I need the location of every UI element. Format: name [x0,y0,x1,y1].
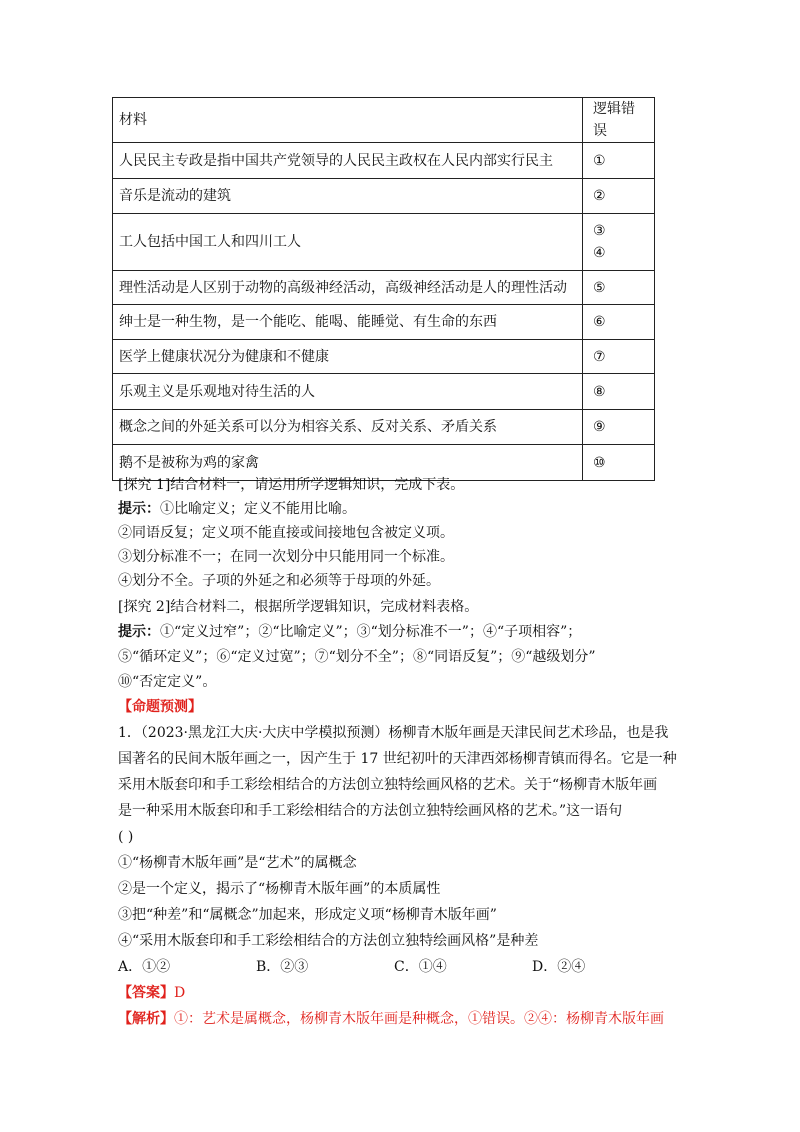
explore-1-hint-line: ②同语反复；定义项不能直接或间接地包含被定义项。 [118,525,454,541]
analysis-line [118,1008,688,1034]
analysis-label: 【解析】 [118,1011,174,1027]
question-line: 1．（2023·黑龙江大庆·大庆中学模拟预测）杨柳青木版年画是天津民间艺术珍品，也是我 [118,725,669,741]
hint-label: 提示： [118,624,160,640]
row-error: ⑦ [583,340,655,374]
explore-1-hint-line: ④划分不全。子项的外延之和必须等于母项的外延。 [118,573,440,589]
row-material: 绅士是一种生物，是一个能吃、能喝、能睡觉、有生命的东西 [113,305,583,340]
option-d: D．②④ [532,959,586,975]
analysis-text: ①：艺术是属概念，杨柳青木版年画是种概念，①错误。②④：杨柳青木版年画 [174,1011,664,1027]
row-error-line: ④ [593,245,606,261]
prediction-section [118,696,688,1034]
explore-2-hint-line: ⑤“循环定义”；⑥“定义过宽”；⑦“划分不全”；⑧“同语反复”；⑨“越级划分” [118,649,596,665]
row-material: 鹅不是被称为鸡的家禽 [113,445,583,481]
hint-label: 提示： [118,501,160,517]
question-line: 是一种采用木版套印和手工彩绘相结合的方法创立独特绘画风格的艺术。”这一语句 [118,803,623,819]
row-error: ② [583,179,655,214]
hint-text: ①“定义过窄”；②“比喻定义”；③“划分标准不一”；④“子项相容”； [160,624,582,640]
table-row [113,410,655,445]
table-row [113,305,655,340]
explore-2-text: 结合材料二，根据所学逻辑知识，完成材料表格。 [170,599,479,615]
option-a: A．①② [118,959,171,975]
statement: ③把“种差”和“属概念”加起来，形成定义项“杨柳青木版年画” [118,907,497,923]
explore-2-prompt [118,596,688,621]
table-row [113,214,655,271]
explore-2-section [118,596,688,696]
answer-line [118,982,688,1008]
header-error: 逻辑错误 [583,98,655,143]
row-material: 概念之间的外延关系可以分为相容关系、反对关系、矛盾关系 [113,410,583,445]
answer-value: D [174,985,186,1001]
table-row [113,374,655,410]
option-c: C．①④ [394,959,447,975]
row-material: 理性活动是人区别于动物的高级神经活动，高级神经活动是人的理性活动 [113,271,583,305]
explore-1-hint-line: ③划分标准不一；在同一次划分中只能用同一个标准。 [118,549,454,565]
question-line: 国著名的民间木版年画之一，因产生于 17 世纪初叶的天津西郊杨柳青镇而得名。它是一种 [118,751,677,767]
explore-1-prompt [118,474,688,498]
statement: ①“杨柳青木版年画”是“艺术”的属概念 [118,855,357,871]
explore-2-hint-line: ⑩“否定定义”。 [118,674,217,690]
option-b: B．②③ [256,959,309,975]
explore-1-hint-line [118,498,688,522]
explore-1-section [118,474,688,594]
table-header-row [113,98,655,143]
row-material: 人民民主专政是指中国共产党领导的人民民主政权在人民内部实行民主 [113,143,583,179]
statement: ④“采用木版套印和手工彩绘相结合的方法创立独特绘画风格”是种差 [118,933,539,949]
row-error-line: ③ [593,223,606,239]
table-row [113,340,655,374]
row-material: 乐观主义是乐观地对待生活的人 [113,374,583,410]
row-error: ⑤ [583,271,655,305]
header-material: 材料 [113,98,583,143]
prediction-heading: 【命题预测】 [118,699,202,715]
answer-blank: ( ) [118,829,134,845]
row-error: ⑧ [583,374,655,410]
table-row [113,179,655,214]
explore-2-hint-line [118,621,688,646]
row-material: 医学上健康状况分为健康和不健康 [113,340,583,374]
table-row [113,271,655,305]
row-error: ① [583,143,655,179]
answer-label: 【答案】 [118,985,174,1001]
row-error [583,214,655,271]
explore-2-label: [探究 2] [118,599,171,615]
row-material: 工人包括中国工人和四川工人 [113,214,583,271]
row-error: ⑨ [583,410,655,445]
explore-1-text: 结合材料一，请运用所学逻辑知识，完成下表。 [170,477,465,493]
table-row [113,143,655,179]
row-error: ⑥ [583,305,655,340]
logic-error-table [112,97,655,481]
row-error: ⑩ [583,445,655,481]
options-row [118,956,688,982]
row-material: 音乐是流动的建筑 [113,179,583,214]
hint-text: ①比喻定义；定义不能用比喻。 [160,501,356,517]
statement: ②是一个定义，揭示了“杨柳青木版年画”的本质属性 [118,881,441,897]
explore-1-label: [探究 1] [118,477,171,493]
question-line: 采用木版套印和手工彩绘相结合的方法创立独特绘画风格的艺术。关于“杨柳青木版年画 [118,777,658,793]
